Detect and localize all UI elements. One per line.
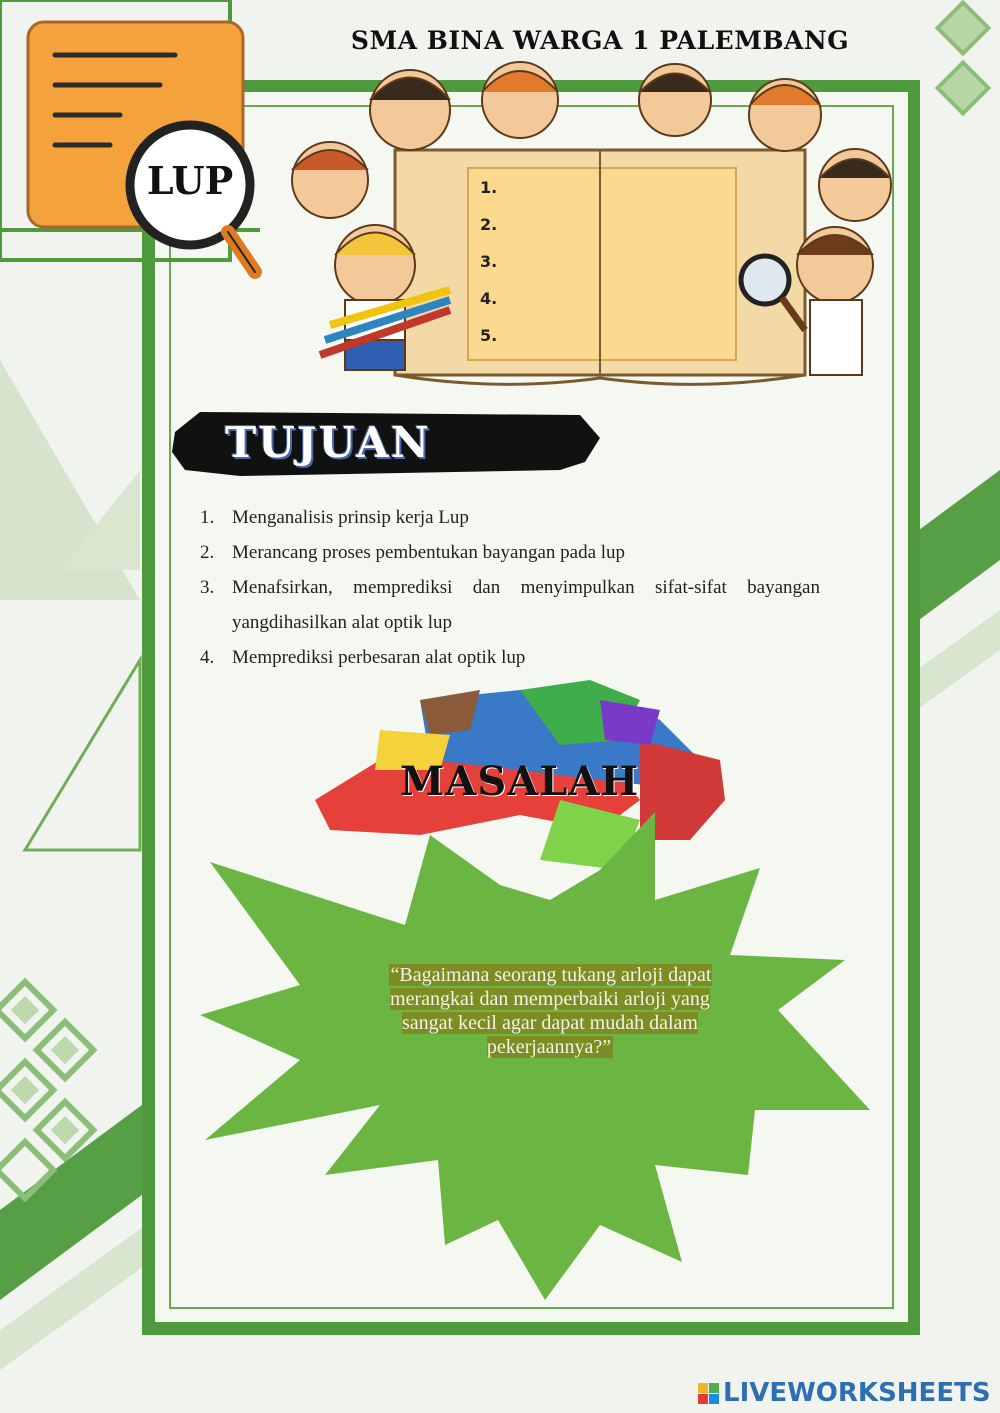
tujuan-item [200,640,820,675]
school-name: SMA BINA WARGA 1 PALEMBANG [350,26,850,55]
tujuan-item [200,570,820,640]
tujuan-item-number: 2. [200,542,215,563]
tujuan-item-text: Memprediksi perbesaran alat optik lup [232,647,526,668]
book-list-item[interactable]: 3. [480,252,498,271]
tujuan-item-number: 4. [200,647,215,668]
tujuan-list [200,500,820,675]
topic-badge-label: LUP [146,158,234,203]
liveworksheets-brand[interactable] [698,1378,991,1408]
problem-question-text: “Bagaimana seorang tukang arloji dapat merangkai dan memperbaiki arloji yang sangat kecil agar dapat mudah dalam pekerjaannya?” [390,964,712,1058]
brand-text: LIVEWORKSHEETS [723,1378,991,1408]
book-list-item[interactable]: 2. [480,215,498,234]
book-list-item[interactable]: 4. [480,289,498,308]
liveworksheets-logo-icon [698,1383,719,1404]
tujuan-item [200,535,820,570]
tujuan-item [200,500,820,535]
masalah-heading: MASALAH [400,758,640,805]
book-list-item[interactable]: 1. [480,178,498,197]
book-answer-list [480,176,497,361]
problem-question [385,963,715,1059]
book-list-item[interactable]: 5. [480,326,498,345]
tujuan-item-text: Menganalisis prinsip kerja Lup [232,507,469,528]
tujuan-item-number: 3. [200,577,215,598]
tujuan-item-text: Menafsirkan, memprediksi dan menyimpulkan sifat-sifat bayangan yangdihasilkan alat optik lup [232,577,820,633]
document-magnifier-icon [28,22,255,272]
tujuan-heading: TUJUAN [225,418,432,467]
tujuan-item-text: Merancang proses pembentukan bayangan pada lup [232,542,626,563]
tujuan-item-number: 1. [200,507,215,528]
